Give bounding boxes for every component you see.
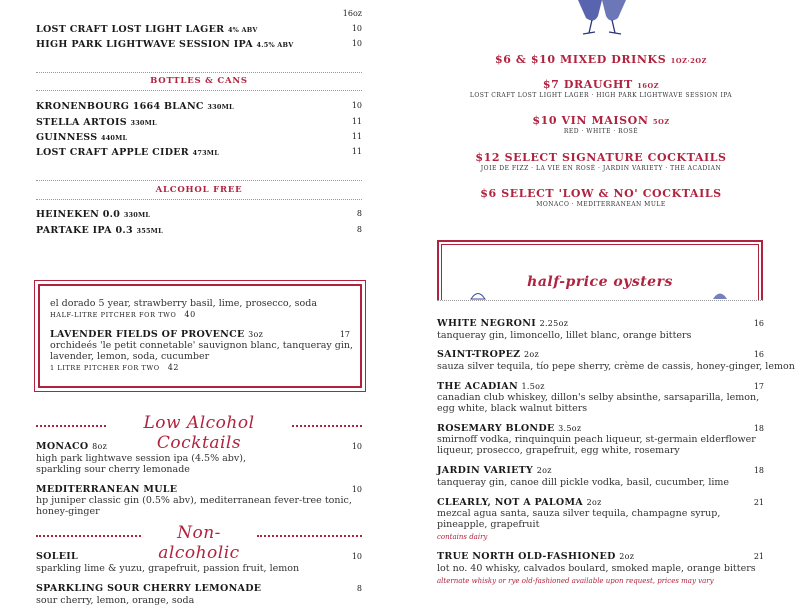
menu-item: HIGH PARK LIGHTWAVE SESSION IPA 4.5% ABV [36,39,294,50]
menu-item: MEDITERRANEAN MULE [36,484,178,495]
menu-item: WHITE NEGRONI 2.25oz [437,318,569,329]
bottles-title: BOTTLES & CANS [150,76,248,86]
deal-subtitle: JOIE DE FIZZ · LA VIE EN ROSÉ · JARDIN VARIETY · THE ACADIAN [480,165,722,172]
item-description: tanqueray gin, limoncello, lillet blanc, orange bitters [437,330,692,341]
low-alcohol-title: Low Alcohol Cocktails [143,413,255,453]
divider [36,199,362,200]
divider [36,535,141,537]
divider [36,72,362,73]
divider [292,425,362,427]
menu-item: JARDIN VARIETY 2oz [437,465,552,476]
menu-item: PARTAKE IPA 0.3 355ML [36,225,163,236]
item-price: 11 [351,147,362,156]
item-description: egg white, black walnut bitters [437,403,588,414]
item-price: 10 [351,485,362,494]
draught-size: 16oz [342,9,362,18]
item-price: 8 [356,584,362,593]
deal-title: $10 VIN MAISON 5OZ [532,114,670,127]
menu-item: SPARKLING SOUR CHERRY LEMONADE [36,583,262,594]
deal-subtitle: MONACO · MEDITERRANEAN MULE [536,201,666,208]
oyster-banner-title: half-price oysters [527,274,673,290]
item-description: high park lightwave session ipa (4.5% abv), [36,453,246,464]
deal-title: $7 DRAUGHT 16OZ [542,78,660,91]
item-price: 10 [351,442,362,451]
item-description: canadian club whiskey, dillon's selby absinthe, sarsaparilla, lemon, [437,392,760,403]
item-price: 21 [753,498,764,507]
item-price: 21 [753,552,764,561]
item-description: smirnoff vodka, rinquinquin peach liqueur, st-germain elderflower [437,434,756,445]
divider [437,300,763,301]
item-price: 8 [356,225,362,234]
item-note: alternate whisky or rye old-fashioned available upon request, prices may vary [437,577,714,585]
oyster-icon [712,290,728,300]
divider [257,535,362,537]
menu-item: TRUE NORTH OLD-FASHIONED 2oz [437,551,635,562]
item-description: sparkling sour cherry lemonade [36,464,190,475]
menu-item: LOST CRAFT APPLE CIDER 473ML [36,147,219,158]
alcohol-free-title: ALCOHOL FREE [155,185,243,195]
item-price: 10 [351,39,362,48]
item-price: 18 [753,466,764,475]
item-price: 17 [339,330,350,339]
item-price: 16 [753,350,764,359]
oyster-icon [470,290,486,300]
divider [36,90,362,91]
item-description: lot no. 40 whisky, calvados boulard, smoked maple, orange bitters [437,563,756,574]
item-description: tanqueray gin, canoe dill pickle vodka, basil, cucumber, lime [437,477,730,488]
item-description: honey-ginger [36,506,100,517]
menu-item: LAVENDER FIELDS OF PROVENCE 3oz [50,329,264,340]
item-description: sour cherry, lemon, orange, soda [36,595,195,606]
item-price: 8 [356,209,362,218]
pitcher-label: HALF-LITRE PITCHER FOR TWO 40 [50,310,196,319]
menu-item: GUINNESS 440ML [36,132,128,143]
divider [36,180,362,181]
deal-title: $12 SELECT SIGNATURE COCKTAILS [475,151,727,164]
item-description: sparkling lime & yuzu, grapefruit, passion fruit, lemon [36,563,300,574]
item-price: 18 [753,424,764,433]
menu-item: CLEARLY, NOT A PALOMA 2oz [437,497,602,508]
item-description: el dorado 5 year, strawberry basil, lime, prosecco, soda [50,298,318,309]
item-note: contains dairy [437,533,488,541]
item-description: sauza silver tequila, tío pepe sherry, crème de cassis, honey-ginger, lemon [437,361,795,372]
menu-item: HEINEKEN 0.0 330ML [36,209,151,220]
item-price: 10 [351,552,362,561]
wine-glasses-icon [572,0,632,38]
item-description: orchideés 'le petit connetable' sauvignon blanc, tanqueray gin, [50,340,354,351]
menu-item: KRONENBOURG 1664 BLANC 330ML [36,101,234,112]
menu-item: MONACO 8oz [36,441,108,452]
non-alcoholic-title: Non-alcoholic [158,523,240,563]
item-description: lavender, lemon, soda, cucumber [50,351,210,362]
menu-item: STELLA ARTOIS 330ML [36,117,157,128]
deal-title: $6 & $10 MIXED DRINKS 1OZ·2OZ [494,53,708,66]
item-description: hp juniper classic gin (0.5% abv), mediterranean fever-tree tonic, [36,495,352,506]
item-price: 10 [351,24,362,33]
divider [36,425,106,427]
item-price: 11 [351,117,362,126]
item-price: 10 [351,101,362,110]
menu-item: SAINT-TROPEZ 2oz [437,349,540,360]
item-price: 16 [753,319,764,328]
deal-subtitle: RED · WHITE · ROSÉ [563,128,639,135]
menu-item: SOLEIL [36,551,78,562]
item-price: 11 [351,132,362,141]
menu-item: ROSEMARY BLONDE 3.5oz [437,423,582,434]
menu-item: LOST CRAFT LOST LIGHT LAGER 4% ABV [36,24,258,35]
deal-subtitle: LOST CRAFT LOST LIGHT LAGER · HIGH PARK LIGHTWAVE SESSION IPA [469,92,733,99]
item-description: liqueur, prosecco, grapefruit, egg white, rosemary [437,445,680,456]
deal-title: $6 SELECT 'LOW & NO' COCKTAILS [480,187,722,200]
item-description: pineapple, grapefruit [437,519,540,530]
pitcher-label: 1 LITRE PITCHER FOR TWO 42 [50,363,180,372]
item-price: 17 [753,382,764,391]
menu-item: THE ACADIAN 1.5oz [437,381,545,392]
item-description: mezcal agua santa, sauza silver tequila, champagne syrup, [437,508,721,519]
